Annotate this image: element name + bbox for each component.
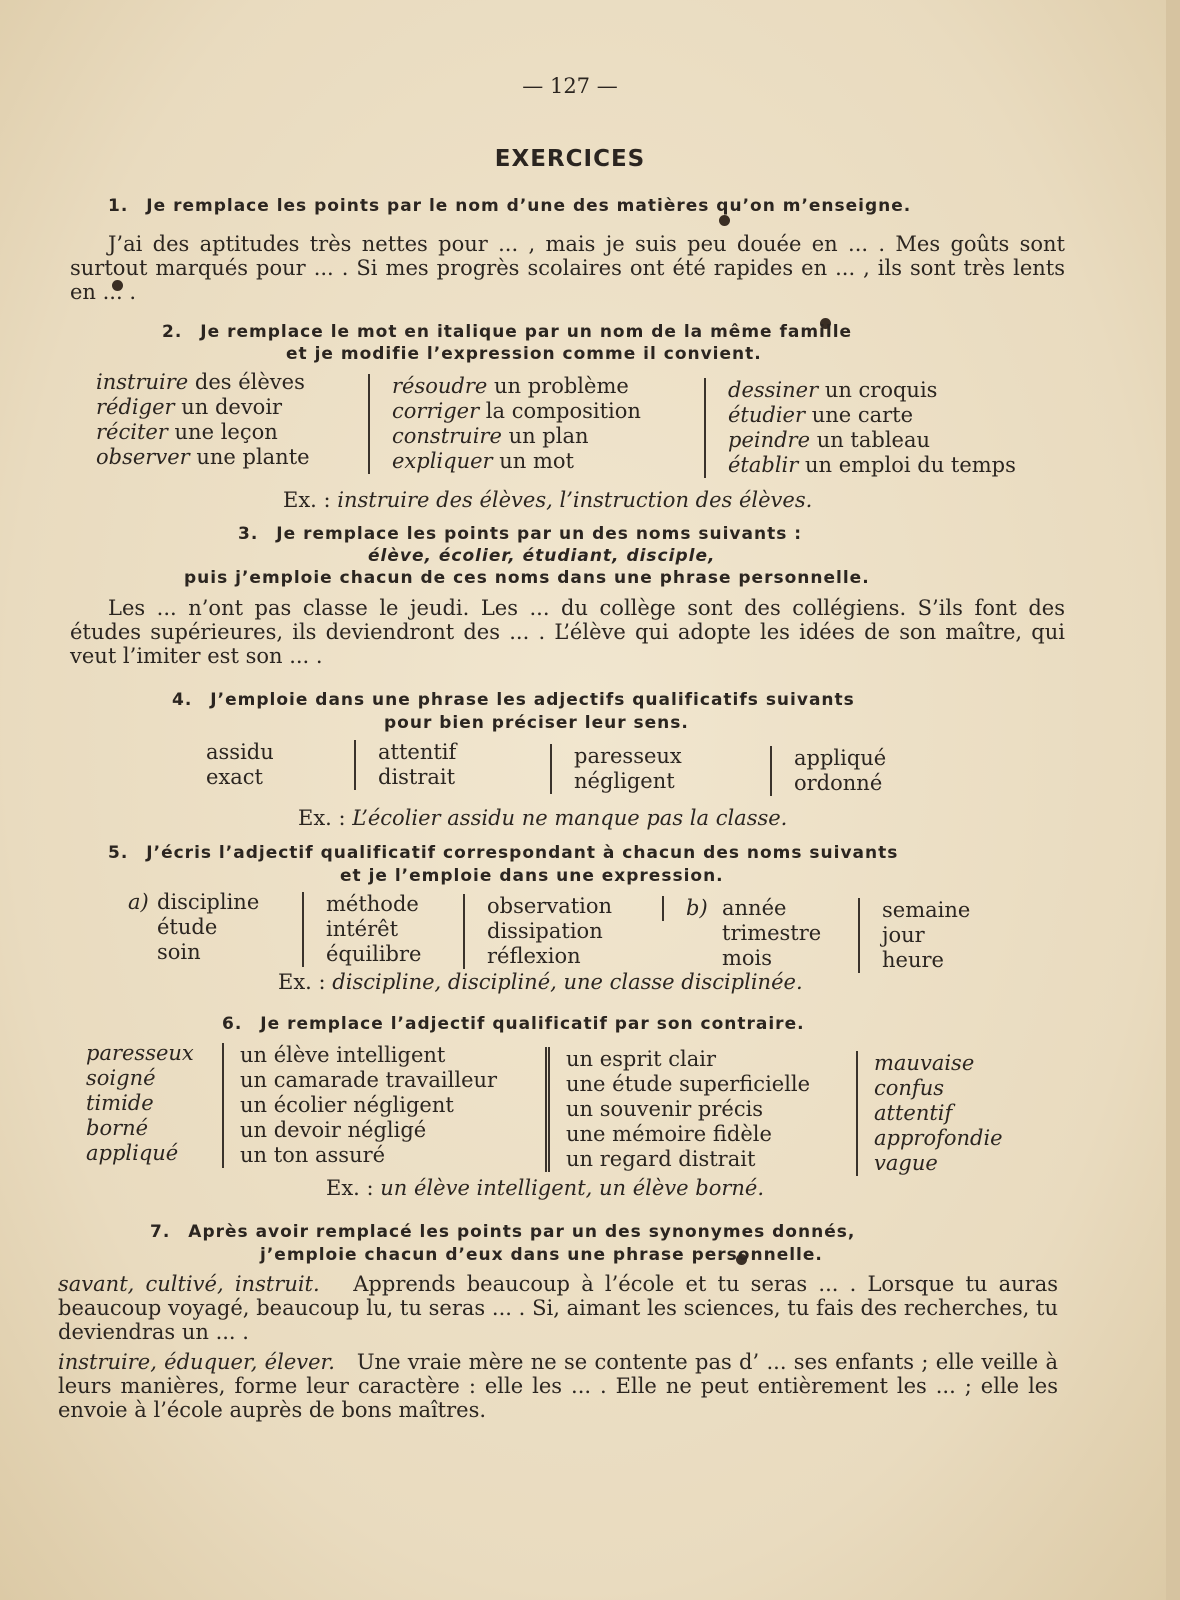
exercise-2-column-1 (96, 370, 310, 470)
exercise-7-part-b: instruire, éduquer, élever. Une vraie mère ne se contente pas d’ ... ses enfants ; elle veille à leurs manières, forme leur caractère : elle les ... . Elle ne peut entièrement les ... ; elle les envoie à l’école auprès de bons maîtres. (58, 1350, 1059, 1422)
exercise-7-heading (150, 1222, 855, 1242)
exercise-number: 7. (150, 1222, 171, 1242)
verb: instruire (96, 370, 189, 394)
list-item: une mémoire fidèle (566, 1122, 772, 1146)
verb: peindre (728, 428, 811, 452)
list-item: instruire des élèves (96, 370, 305, 394)
list-item: confus (874, 1076, 945, 1100)
list-item: timide (86, 1091, 154, 1115)
verb: établir (728, 453, 799, 477)
list-item: expliquer un mot (392, 449, 574, 473)
list-item: un esprit clair (566, 1047, 716, 1071)
exercise-number: 4. (172, 690, 193, 710)
exercise-instruction: J’écris l’adjectif qualificatif correspondant à chacun des noms suivants (146, 843, 899, 863)
exercise-5-heading-line2: et je l’emploie dans une expression. (340, 866, 724, 886)
list-item: un camarade travailleur (240, 1068, 498, 1092)
verb: corriger (392, 399, 480, 423)
exercise-3-heading-line3: puis j’emploie chacun de ces noms dans une phrase personnelle. (184, 568, 870, 588)
list-item: intérêt (326, 917, 399, 941)
verb: réciter (96, 420, 168, 444)
list-item: un écolier négligent (240, 1093, 454, 1117)
list-item: heure (882, 948, 944, 972)
exercise-1-text: J’ai des aptitudes très nettes pour ... , mais je suis peu douée en ... . Mes goûts sont surtout marqués pour ... . Si mes progrès scolaires ont été rapides en ... , ils sont très lents en ... . (70, 232, 1065, 304)
list-item: équilibre (326, 942, 422, 966)
exercise-number: 2. (162, 322, 183, 342)
list-item: rédiger un devoir (96, 395, 283, 419)
exercise-2-column-2 (368, 374, 641, 474)
exercise-6-column-2 (222, 1043, 497, 1168)
list-item: étude (157, 915, 218, 939)
list-item: observation (487, 894, 613, 918)
exercise-instruction: Après avoir remplacé les points par un des synonymes donnés, (188, 1222, 856, 1242)
verb: dessiner (728, 378, 819, 402)
list-item: exact (206, 765, 263, 789)
list-item: réflexion (487, 944, 581, 968)
list-item: méthode (326, 892, 419, 916)
exercise-number: 1. (108, 196, 129, 216)
list-item: ordonné (794, 771, 883, 795)
exercise-instruction: J’emploie dans une phrase les adjectifs qualificatifs suivants (210, 690, 855, 710)
list-item: trimestre (722, 921, 822, 945)
exercise-5-example: Ex. : discipline, discipliné, une classe disciplinée. (278, 970, 803, 994)
list-item: vague (874, 1151, 938, 1175)
exercise-3-word-list: élève, écolier, étudiant, disciple, (368, 546, 716, 566)
exercise-5-column-5 (858, 898, 970, 973)
exercise-2-heading (162, 322, 852, 342)
list-item: borné (86, 1116, 149, 1140)
list-item: dissipation (487, 919, 603, 943)
verb: rédiger (96, 395, 175, 419)
list-item: paresseux (574, 744, 682, 768)
list-item: un souvenir précis (566, 1097, 764, 1121)
list-item: attentif (874, 1101, 953, 1125)
exercise-5-column-1 (157, 890, 259, 965)
list-item: un regard distrait (566, 1147, 756, 1171)
list-item: soigné (86, 1066, 156, 1090)
list-item: observer une plante (96, 445, 310, 469)
exercise-instruction: Je remplace les points par un des noms suivants : (276, 524, 803, 544)
list-item: peindre un tableau (728, 428, 931, 452)
punch-hole (719, 215, 730, 226)
exercise-number: 6. (222, 1014, 243, 1034)
list-item: négligent (574, 769, 675, 793)
exercise-4-example: Ex. : L’écolier assidu ne manque pas la classe. (298, 806, 788, 830)
exercise-4-heading-line2: pour bien préciser leur sens. (384, 713, 689, 733)
list-item: appliqué (794, 746, 887, 770)
list-item: année (722, 896, 787, 920)
exercise-3-heading (238, 524, 802, 544)
list-item: corriger la composition (392, 399, 641, 423)
exercise-6-column-4 (856, 1051, 1003, 1176)
exercise-6-column-1 (86, 1041, 194, 1166)
list-item: étudier une carte (728, 403, 914, 427)
exercise-6-example: Ex. : un élève intelligent, un élève borné. (326, 1176, 765, 1200)
verb: étudier (728, 403, 806, 427)
list-item: paresseux (86, 1041, 194, 1065)
list-item: un devoir négligé (240, 1118, 427, 1142)
list-item: un ton assuré (240, 1143, 386, 1167)
list-item: une étude superficielle (566, 1072, 811, 1096)
exercise-instruction: Je remplace les points par le nom d’une des matières qu’on m’enseigne. (146, 196, 912, 216)
list-item: assidu (206, 740, 274, 764)
list-item: discipline (157, 890, 260, 914)
verb: construire (392, 424, 502, 448)
list-item: approfondie (874, 1126, 1003, 1150)
list-item: construire un plan (392, 424, 589, 448)
list-item: distrait (378, 765, 456, 789)
page-title: EXERCICES (494, 146, 646, 172)
exercise-5-label-b: b) (662, 896, 708, 921)
exercise-6-column-3 (545, 1047, 810, 1172)
exercise-instruction: Je remplace l’adjectif qualificatif par son contraire. (260, 1014, 805, 1034)
exercise-2-example: Ex. : instruire des élèves, l’instruction des élèves. (283, 488, 813, 512)
exercise-4-column-2 (354, 740, 456, 790)
synonym-list: savant, cultivé, instruit. (58, 1272, 320, 1296)
verb: résoudre (392, 374, 488, 398)
exercise-4-column-1 (206, 740, 274, 790)
exercise-4-column-4 (770, 746, 886, 796)
exercise-5-column-2 (302, 892, 421, 967)
verb: observer (96, 445, 190, 469)
exercise-7-heading-line2: j’emploie chacun d’eux dans une phrase personnelle. (260, 1245, 823, 1265)
exercise-2-column-3 (704, 378, 1016, 478)
exercise-number: 5. (108, 843, 129, 863)
exercise-5-heading (108, 843, 898, 863)
exercise-4-heading (172, 690, 855, 710)
verb: expliquer (392, 449, 493, 473)
list-item: mois (722, 946, 773, 970)
list-item: attentif (378, 740, 457, 764)
list-item: soin (157, 940, 201, 964)
list-item: mauvaise (874, 1051, 975, 1075)
exercise-1-heading (108, 196, 911, 216)
list-item: réciter une leçon (96, 420, 278, 444)
list-item: appliqué (86, 1141, 179, 1165)
list-item: établir un emploi du temps (728, 453, 1016, 477)
exercise-3-text: Les ... n’ont pas classe le jeudi. Les ... du collège sont des collégiens. S’ils font des études supérieures, ils deviendront des ... . L’élève qui adopte les idées de son maître, qui veut l’imiter est son ... . (70, 596, 1065, 668)
list-item: dessiner un croquis (728, 378, 938, 402)
list-item: résoudre un problème (392, 374, 629, 398)
list-item: jour (882, 923, 925, 947)
exercise-7-part-a: savant, cultivé, instruit. Apprends beaucoup à l’école et tu seras ... . Lorsque tu auras beaucoup voyagé, beaucoup lu, tu seras ... . Si, aimant les sciences, tu fais des recherches, tu deviendras un ... . (58, 1272, 1058, 1344)
exercise-5-label-a: a) (128, 890, 149, 914)
exercise-5-column-3 (463, 894, 612, 969)
list-item: semaine (882, 898, 971, 922)
exercise-4-column-3 (550, 744, 682, 794)
page-number: — 127 — (522, 74, 618, 98)
exercise-2-heading-line2: et je modifie l’expression comme il convient. (286, 344, 762, 364)
exercise-instruction: Je remplace le mot en italique par un nom de la même famille (200, 322, 853, 342)
synonym-list: instruire, éduquer, élever. (58, 1350, 335, 1374)
exercise-6-heading (222, 1014, 805, 1034)
exercise-number: 3. (238, 524, 259, 544)
exercise-5-column-4 (722, 896, 821, 971)
list-item: un élève intelligent (240, 1043, 446, 1067)
